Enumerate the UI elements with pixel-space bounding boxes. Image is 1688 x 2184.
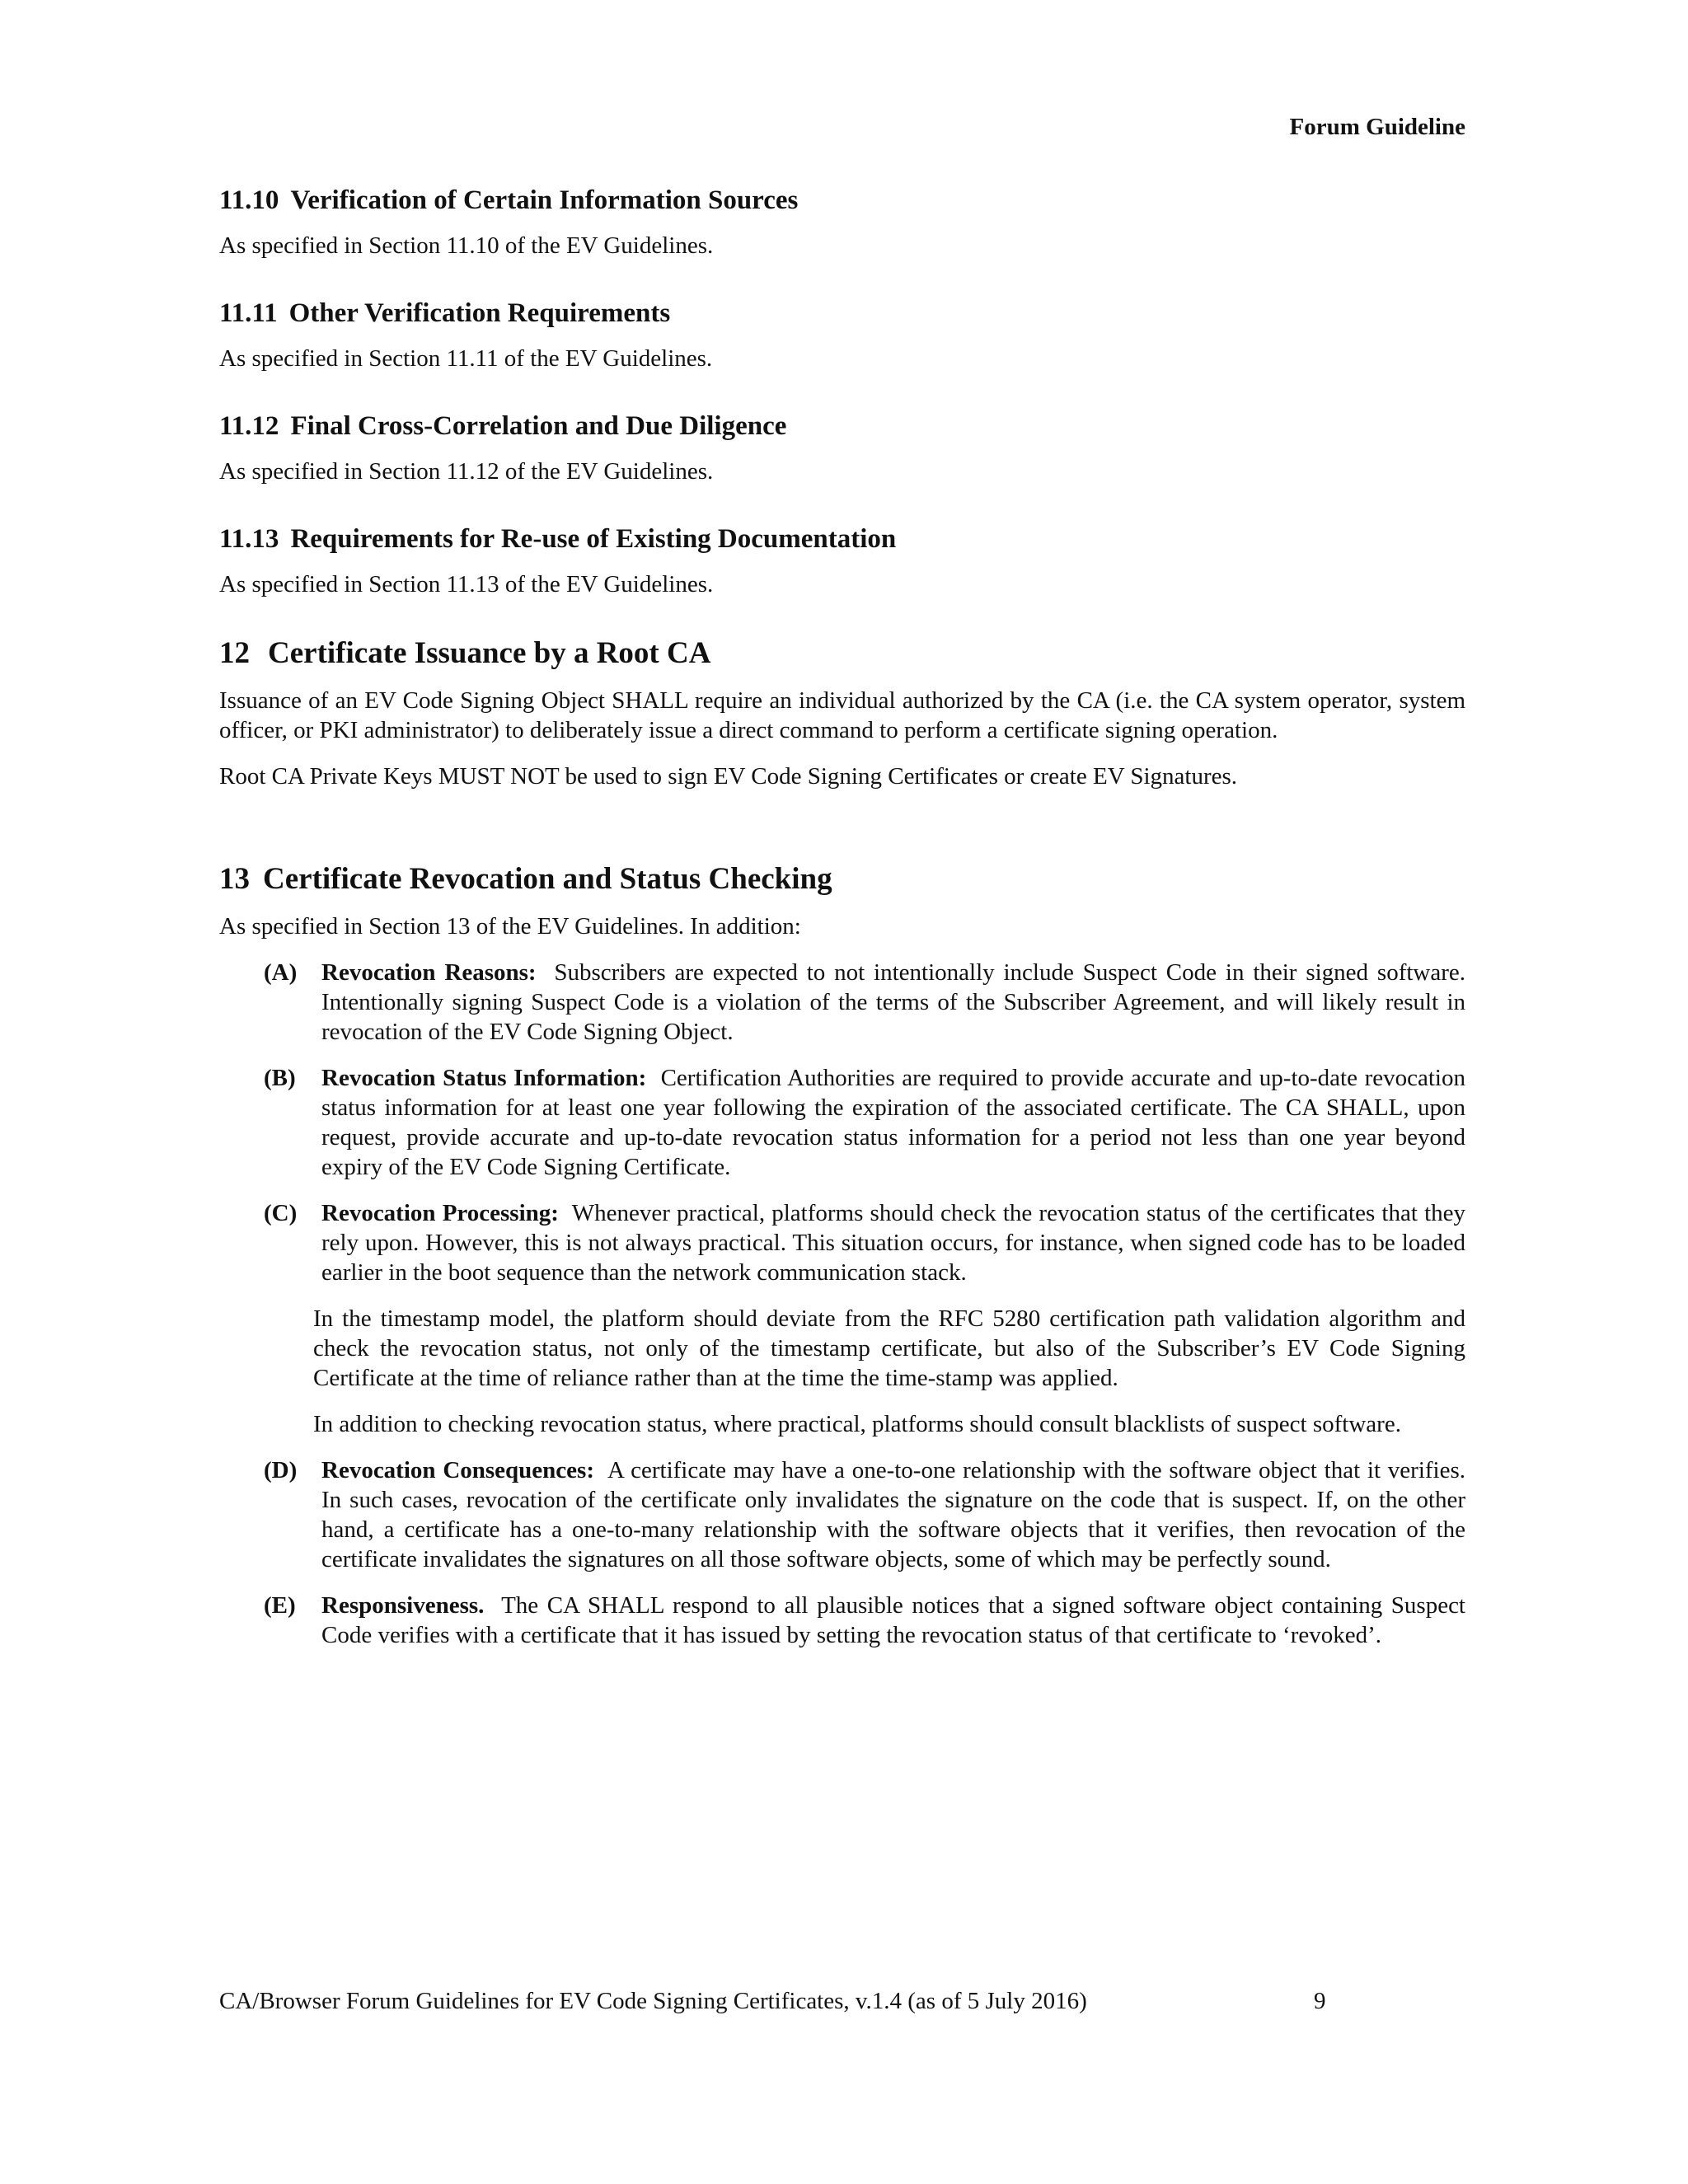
list-item-lead: Revocation Consequences: [321, 1457, 594, 1483]
page-footer: CA/Browser Forum Guidelines for EV Code Signing Certificates, v.1.4 (as of 5 July 2016) [219, 1988, 1087, 2014]
list-item-b [264, 1063, 1465, 1182]
list-marker: (E) [264, 1592, 296, 1619]
list-marker: (D) [264, 1457, 298, 1483]
section-paragraph: Issuance of an EV Code Signing Object SHALL require an individual authorized by the CA (i.e. the CA system operator, system officer, or PKI administrator) to deliberately issue a direct command to perform a certificate signing operation. [219, 687, 1465, 743]
list-item-text [321, 1063, 1465, 1182]
section-11-10 [219, 183, 1465, 260]
section-number: 11.13 [219, 524, 279, 554]
list-item-text [321, 1198, 1465, 1287]
section-heading [219, 296, 1465, 330]
section-intro: As specified in Section 13 of the EV Guidelines. In addition: [219, 913, 801, 940]
page-number: 9 [1314, 1988, 1326, 2014]
list-marker: (B) [264, 1065, 296, 1091]
section-heading [219, 409, 1465, 443]
list-item-lead: Revocation Status Information: [321, 1065, 647, 1091]
section-heading [219, 522, 1465, 556]
list-item-text [321, 1591, 1465, 1650]
list-item-body: The CA SHALL respond to all plausible notices that a signed software object containing Suspect Code verifies with a certificate that it has issued by setting the revocation status of that certificate to ‘revoked’. [321, 1592, 1465, 1648]
section-paragraph: Root CA Private Keys MUST NOT be used to sign EV Code Signing Certificates or create EV Signatures. [219, 763, 1238, 790]
list-item-subparagraph: In addition to checking revocation status, where practical, platforms should consult blacklists of suspect software. [313, 1411, 1401, 1437]
list-item-body: Subscribers are expected to not intentionally include Suspect Code in their signed software. Intentionally signing Suspect Code is a violation of the terms of the Subscriber Agreement, and will likely result in revocation of the EV Code Signing Object. [321, 959, 1466, 1045]
revocation-list [264, 958, 1465, 1650]
section-heading [219, 635, 1465, 673]
list-item-lead: Responsiveness. [321, 1592, 485, 1619]
section-number: 11.11 [219, 298, 278, 328]
list-item-body: A certificate may have a one-to-one relationship with the software object that it verifies. In such cases, revocation of the certificate only invalidates the signature on the code that is suspect. If, on the other hand, a certificate has a one-to-many relationship with the software objects that it verifies, then revocation of the certificate invalidates the signatures on all those software objects, some of which may be perfectly sound. [321, 1457, 1466, 1572]
section-body: As specified in Section 11.12 of the EV Guidelines. [219, 458, 714, 485]
section-body: As specified in Section 11.11 of the EV Guidelines. [219, 345, 713, 372]
section-number: 12 [219, 636, 250, 670]
list-item-text [321, 1455, 1465, 1574]
list-item-a [264, 958, 1465, 1047]
section-11-13 [219, 522, 1465, 599]
section-title: Certificate Issuance by a Root CA [268, 636, 711, 670]
section-11-12 [219, 409, 1465, 486]
section-title: Requirements for Re-use of Existing Documentation [290, 524, 897, 554]
section-heading [219, 860, 1465, 898]
list-item-c [264, 1198, 1465, 1287]
section-11-11 [219, 296, 1465, 373]
list-item-lead: Revocation Processing: [321, 1200, 559, 1226]
section-12 [219, 635, 1465, 791]
section-title: Other Verification Requirements [288, 298, 671, 328]
section-number: 11.10 [219, 185, 279, 215]
section-title: Final Cross-Correlation and Due Diligence [290, 411, 787, 441]
list-item-subparagraph: In the timestamp model, the platform should deviate from the RFC 5280 certification path validation algorithm and check the revocation status, not only of the timestamp certificate, but also of the Subscriber’s EV Code Signing Certificate at the time of reliance rather than at the time the time-stamp was applied. [313, 1305, 1465, 1391]
list-item-text [321, 958, 1465, 1047]
list-marker: (A) [264, 959, 298, 986]
section-body: As specified in Section 11.13 of the EV Guidelines. [219, 571, 714, 598]
section-heading [219, 183, 1465, 218]
list-marker: (C) [264, 1200, 298, 1226]
section-number: 13 [219, 862, 250, 896]
section-title: Certificate Revocation and Status Checking [263, 862, 832, 896]
page-content [219, 183, 1465, 1666]
list-item-d [264, 1455, 1465, 1574]
section-body: As specified in Section 11.10 of the EV Guidelines. [219, 232, 714, 259]
section-title: Verification of Certain Information Sources [290, 185, 799, 215]
list-item-e [264, 1591, 1465, 1650]
running-header: Forum Guideline [1289, 114, 1465, 140]
list-item-body: Certification Authorities are required to provide accurate and up-to-date revocation status information for at least one year following the expiration of the associated certificate. The CA SHALL, upon request, provide accurate and up-to-date revocation status information for a period not less than one year beyond expiry of the EV Code Signing Certificate. [321, 1065, 1465, 1180]
list-item-lead: Revocation Reasons: [321, 959, 537, 986]
section-13 [219, 860, 1465, 1650]
section-number: 11.12 [219, 411, 279, 441]
list-item-body: Whenever practical, platforms should check the revocation status of the certificates that they rely upon. However, this is not always practical. This situation occurs, for instance, when signed code has to be loaded earlier in the boot sequence than the network communication stack. [321, 1200, 1465, 1286]
